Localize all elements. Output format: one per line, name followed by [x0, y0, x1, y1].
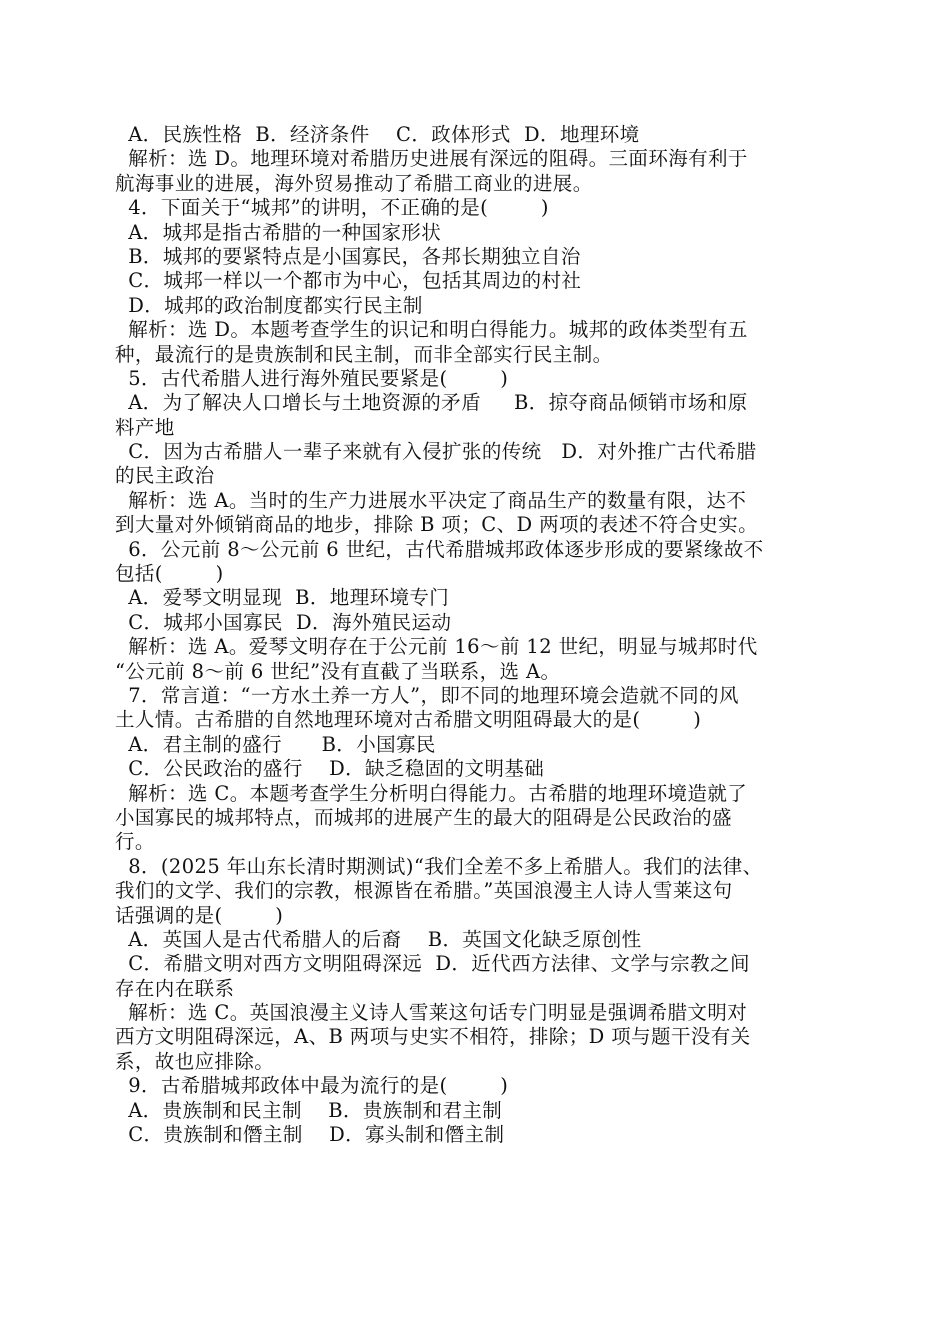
text-line: C．公民政治的盛行 D．缺乏稳固的文明基础 [115, 757, 545, 781]
text-line: 土人情。古希腊的自然地理环境对古希腊文明阻碍最大的是( ) [115, 708, 702, 732]
text-line: 种，最流行的是贵族制和民主制，而非全部实行民主制。 [115, 342, 613, 366]
text-line: 4．下面关于“城邦”的讲明，不正确的是( ) [115, 196, 549, 220]
text-line: 行。 [115, 830, 155, 854]
text-line: 解析：选 D。本题考查学生的识记和明白得能力。城邦的政体类型有五 [115, 318, 748, 342]
text-line: B．城邦的要紧特点是小国寡民，各邦长期独立自治 [115, 244, 581, 268]
text-line: 我们的文学、我们的宗教，根源皆在希腊。”英国浪漫主人诗人雪莱这句 [115, 879, 733, 903]
text-line: C．城邦一样以一个都市为中心，包括其周边的村社 [115, 269, 582, 293]
text-line: 解析：选 C。本题考查学生分析明白得能力。古希腊的地理环境造就了 [115, 781, 748, 805]
text-line: 6．公元前 8～公元前 6 世纪，古代希腊城邦政体逐步形成的要紧缘故不 [115, 537, 764, 561]
text-line: A．贵族制和民主制 B．贵族制和君主制 [115, 1098, 503, 1122]
text-line: 小国寡民的城邦特点，而城邦的进展产生的最大的阻碍是公民政治的盛 [115, 805, 732, 829]
text-line: 系，故也应排除。 [115, 1049, 275, 1073]
text-line: 9．古希腊城邦政体中最为流行的是( ) [115, 1074, 509, 1098]
document-page [115, 123, 835, 1147]
text-line: 航海事业的进展，海外贸易推动了希腊工商业的进展。 [115, 171, 593, 195]
text-line: 解析：选 D。地理环境对希腊历史进展有深远的阻碍。三面环海有利于 [115, 147, 748, 171]
text-line: 8．(2025 年山东长清时期测试)“我们全差不多上希腊人。我们的法律、 [115, 854, 763, 878]
text-line: C．因为古希腊人一辈子来就有入侵扩张的传统 D．对外推广古代希腊 [115, 440, 757, 464]
text-line: C．城邦小国寡民 D．海外殖民运动 [115, 610, 452, 634]
text-line: 解析：选 A。爱琴文明存在于公元前 16～前 12 世纪，明显与城邦时代 [115, 635, 758, 659]
text-line: 存在内在联系 [115, 976, 235, 1000]
text-line: 的民主政治 [115, 464, 215, 488]
text-line: “公元前 8～前 6 世纪”没有直截了当联系，选 A。 [115, 659, 561, 683]
text-line: 7．常言道：“一方水土养一方人”，即不同的地理环境会造就不同的风 [115, 683, 739, 707]
text-line: 西方文明阻碍深远，A、B 两项与史实不相符，排除；D 项与题干没有关 [115, 1025, 751, 1049]
text-line: A．城邦是指古希腊的一种国家形状 [115, 220, 442, 244]
text-line: 解析：选 C。英国浪漫主义诗人雪莱这句话专门明显是强调希腊文明对 [115, 1001, 748, 1025]
text-line: C．希腊文明对西方文明阻碍深远 D．近代西方法律、文学与宗教之间 [115, 952, 750, 976]
text-line: 解析：选 A。当时的生产力进展水平决定了商品生产的数量有限，达不 [115, 488, 747, 512]
text-line: 话强调的是( ) [115, 903, 284, 927]
text-line: A．君主制的盛行 B．小国寡民 [115, 732, 436, 756]
text-line: 包括( ) [115, 562, 224, 586]
text-line: 到大量对外倾销商品的地步，排除 B 项；C、D 两项的表述不符合史实。 [115, 513, 758, 537]
text-line: C．贵族制和僭主制 D．寡头制和僭主制 [115, 1123, 505, 1147]
text-line: D．城邦的政治制度都实行民主制 [115, 293, 423, 317]
text-line: 料产地 [115, 415, 175, 439]
text-line: A．为了解决人口增长与土地资源的矛盾 B．掠夺商品倾销市场和原 [115, 391, 748, 415]
text-line: A．民族性格 B．经济条件 C．政体形式 D．地理环境 [115, 123, 640, 146]
text-line: 5．古代希腊人进行海外殖民要紧是( ) [115, 366, 509, 390]
text-line: A．英国人是古代希腊人的后裔 B．英国文化缺乏原创性 [115, 927, 642, 951]
text-line: A．爱琴文明显现 B．地理环境专门 [115, 586, 450, 610]
